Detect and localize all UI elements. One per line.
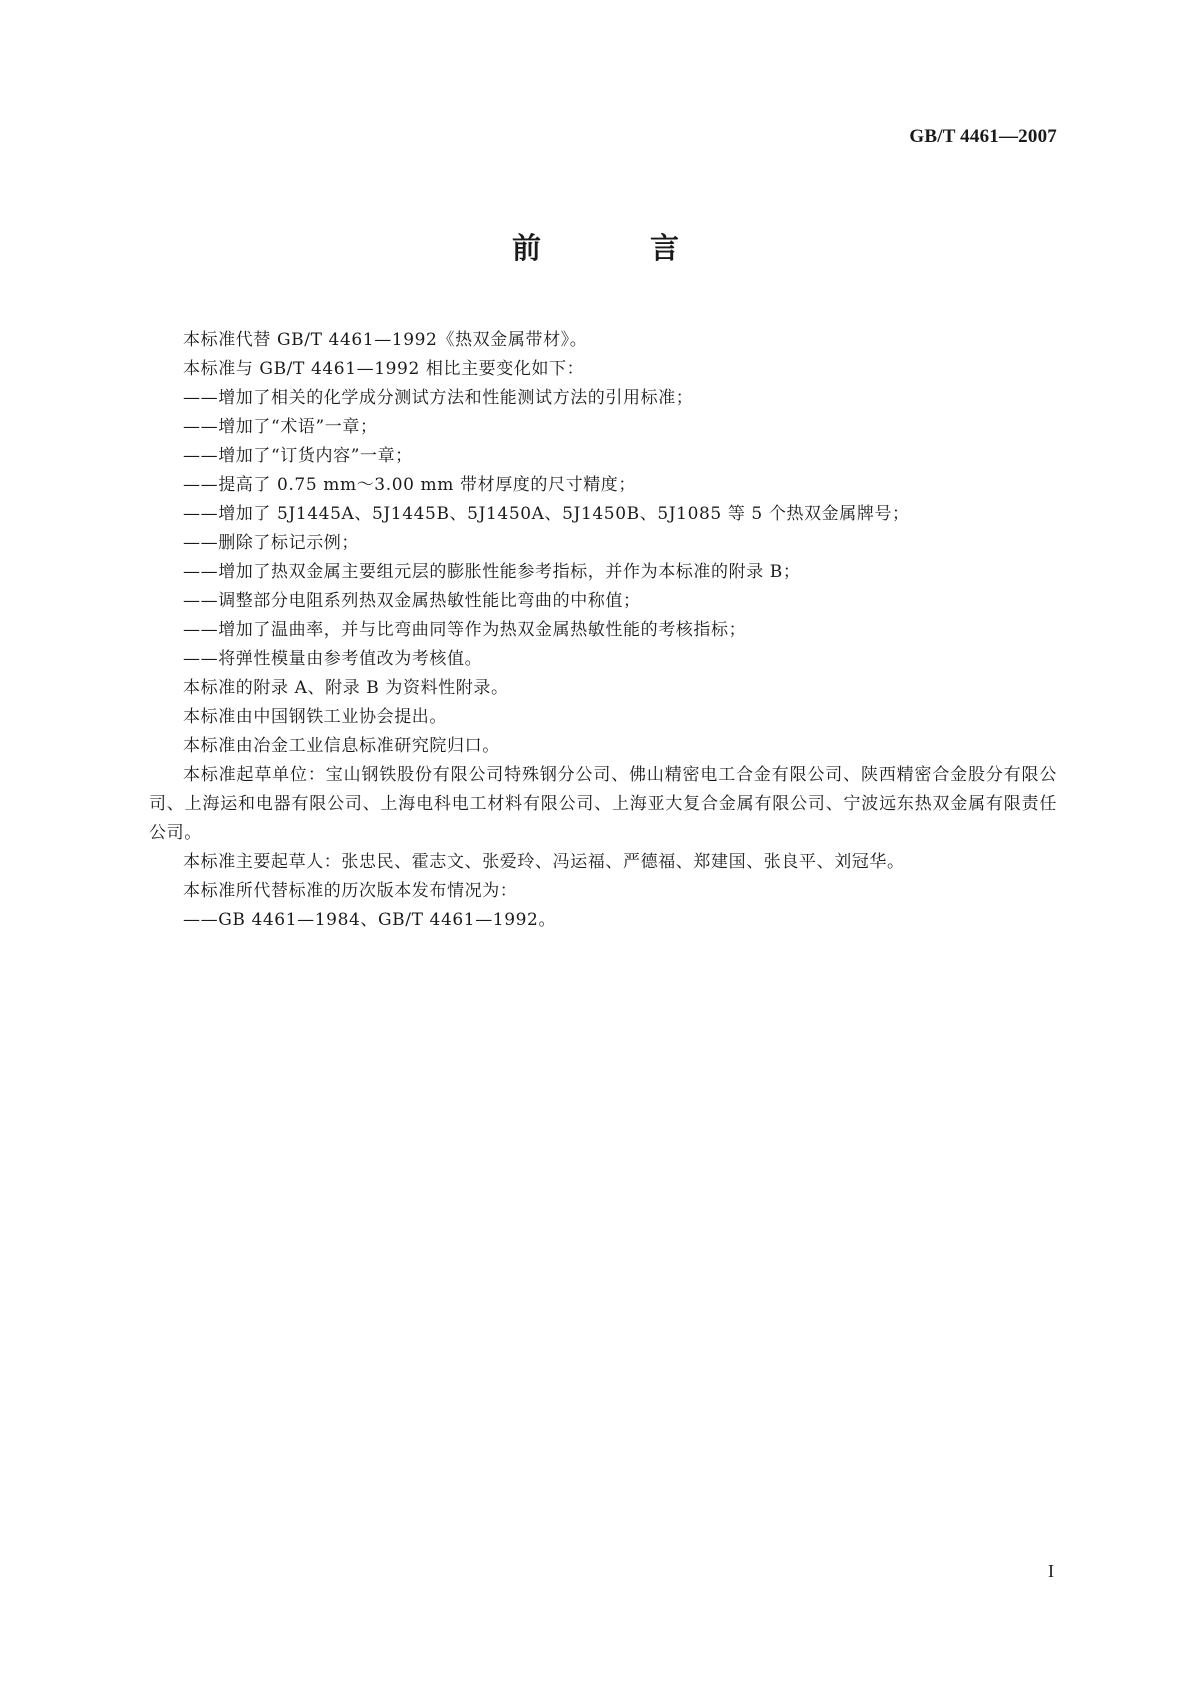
paragraph-history-intro: 本标准所代替标准的历次版本发布情况为： [183, 881, 518, 901]
list-item: ——增加了“订货内容”一章； [183, 446, 413, 466]
paragraph-administrator: 本标准由冶金工业信息标准研究院归口。 [183, 736, 500, 756]
paragraph-proposer: 本标准由中国钢铁工业协会提出。 [183, 707, 447, 727]
paragraph-replaces: 本标准代替 GB/T 4461—1992《热双金属带材》。 [183, 330, 588, 350]
page-title: 前 言 [511, 231, 719, 265]
list-item: ——删除了标记示例； [183, 533, 359, 553]
list-item: ——提高了 0.75 mm～3.00 mm 带材厚度的尺寸精度； [183, 475, 636, 495]
list-item: ——增加了热双金属主要组元层的膨胀性能参考指标，并作为本标准的附录 B； [183, 562, 801, 582]
standard-code: GB/T 4461—2007 [909, 126, 1057, 147]
paragraph-drafters: 本标准主要起草人：张忠民、霍志文、张爱玲、冯运福、严德福、郑建国、张良平、刘冠华。 [183, 852, 905, 872]
history-item: ——GB 4461—1984、GB/T 4461—1992。 [183, 910, 557, 930]
foreword-body [149, 326, 1057, 935]
paragraph-changes-intro: 本标准与 GB/T 4461—1992 相比主要变化如下： [183, 359, 585, 379]
list-item: ——增加了 5J1445A、5J1445B、5J1450A、5J1450B、5J1085 等 5 个热双金属牌号； [183, 504, 910, 524]
changes-list [149, 384, 1057, 674]
paragraph-drafting-units: 本标准起草单位：宝山钢铁股份有限公司特殊钢分公司、佛山精密电工合金有限公司、陕西精密合金股分有限公司、上海运和电器有限公司、上海电科电工材料有限公司、上海亚大复合金属有限公司、宁波远东热双金属有限责任公司。 [149, 765, 1057, 843]
list-item: ——增加了温曲率，并与比弯曲同等作为热双金属热敏性能的考核指标； [183, 620, 747, 640]
list-item: ——增加了相关的化学成分测试方法和性能测试方法的引用标准； [183, 388, 694, 408]
list-item: ——增加了“术语”一章； [183, 417, 378, 437]
page-number: I [1048, 1561, 1054, 1581]
list-item: ——将弹性模量由参考值改为考核值。 [183, 649, 483, 669]
paragraph-appendix: 本标准的附录 A、附录 B 为资料性附录。 [183, 678, 509, 698]
list-item: ——调整部分电阻系列热双金属热敏性能比弯曲的中称值； [183, 591, 641, 611]
